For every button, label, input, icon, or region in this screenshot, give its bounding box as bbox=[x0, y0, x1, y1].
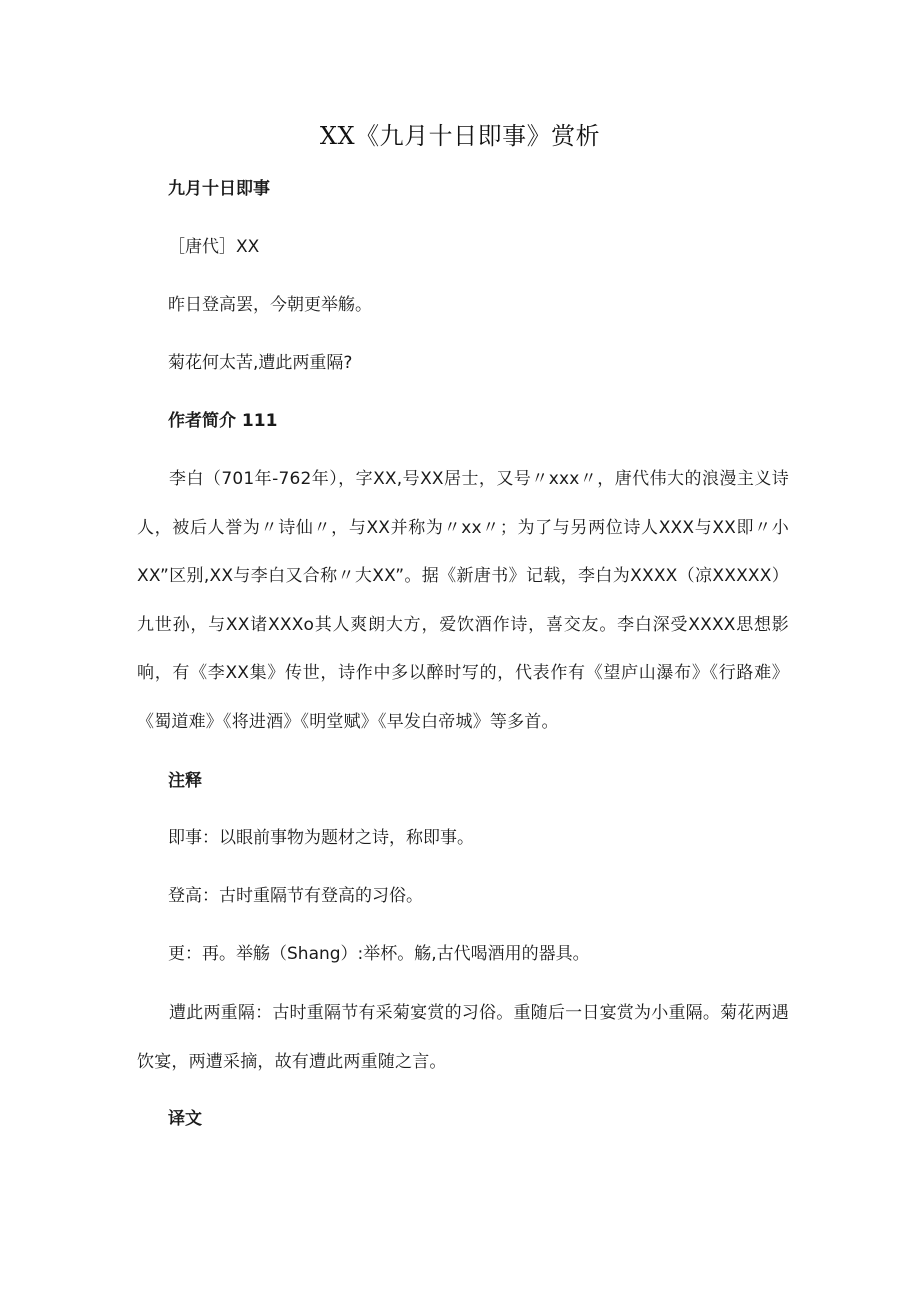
poem-line: 昨日登高罢，今朝更举觞。 bbox=[168, 295, 372, 315]
poem-author: ［唐代］XX bbox=[168, 237, 260, 257]
note-item: 即事：以眼前事物为题材之诗，称即事。 bbox=[168, 828, 474, 848]
author-heading: 作者简介 111 bbox=[168, 411, 278, 431]
note-item: 更：再。举觞（Shang）:举杯。觞,古代喝酒用的器具。 bbox=[168, 944, 590, 964]
translation-heading: 译文 bbox=[168, 1109, 202, 1129]
poem-line: 菊花何太苦,遭此两重隔? bbox=[168, 353, 353, 373]
document-title: XX《九月十日即事》赏析 bbox=[319, 122, 601, 150]
poem-title: 九月十日即事 bbox=[168, 179, 270, 199]
notes-heading: 注释 bbox=[168, 771, 202, 791]
note-item: 登高：古时重隔节有登高的习俗。 bbox=[168, 886, 423, 906]
note-item-paragraph: 遭此两重隔：古时重隔节有采菊宴赏的习俗。重随后一日宴赏为小重隔。菊花两遇饮宴，两遭采摘，故有遭此两重随之言。 bbox=[137, 1003, 789, 1072]
author-bio-paragraph: 李白（701年-762年），字XX,号XX居士，又号〃xxx〃，唐代伟大的浪漫主义诗人，被后人誉为〃诗仙〃，与XX并称为〃xx〃；为了与另两位诗人XXX与XX即〃小XX”区别,XX与李白又合称〃大XX”。据《新唐书》记载，李白为XXXX（凉XXXXX）九世孙，与XX诸XXXo其人爽朗大方，爱饮酒作诗，喜交友。李白深受XXXX思想影响，有《李XX集》传世，诗作中多以醉时写的，代表作有《望庐山瀑布》《行路难》《蜀道难》《将进酒》《明堂赋》《早发白帝城》等多首。 bbox=[137, 469, 789, 732]
